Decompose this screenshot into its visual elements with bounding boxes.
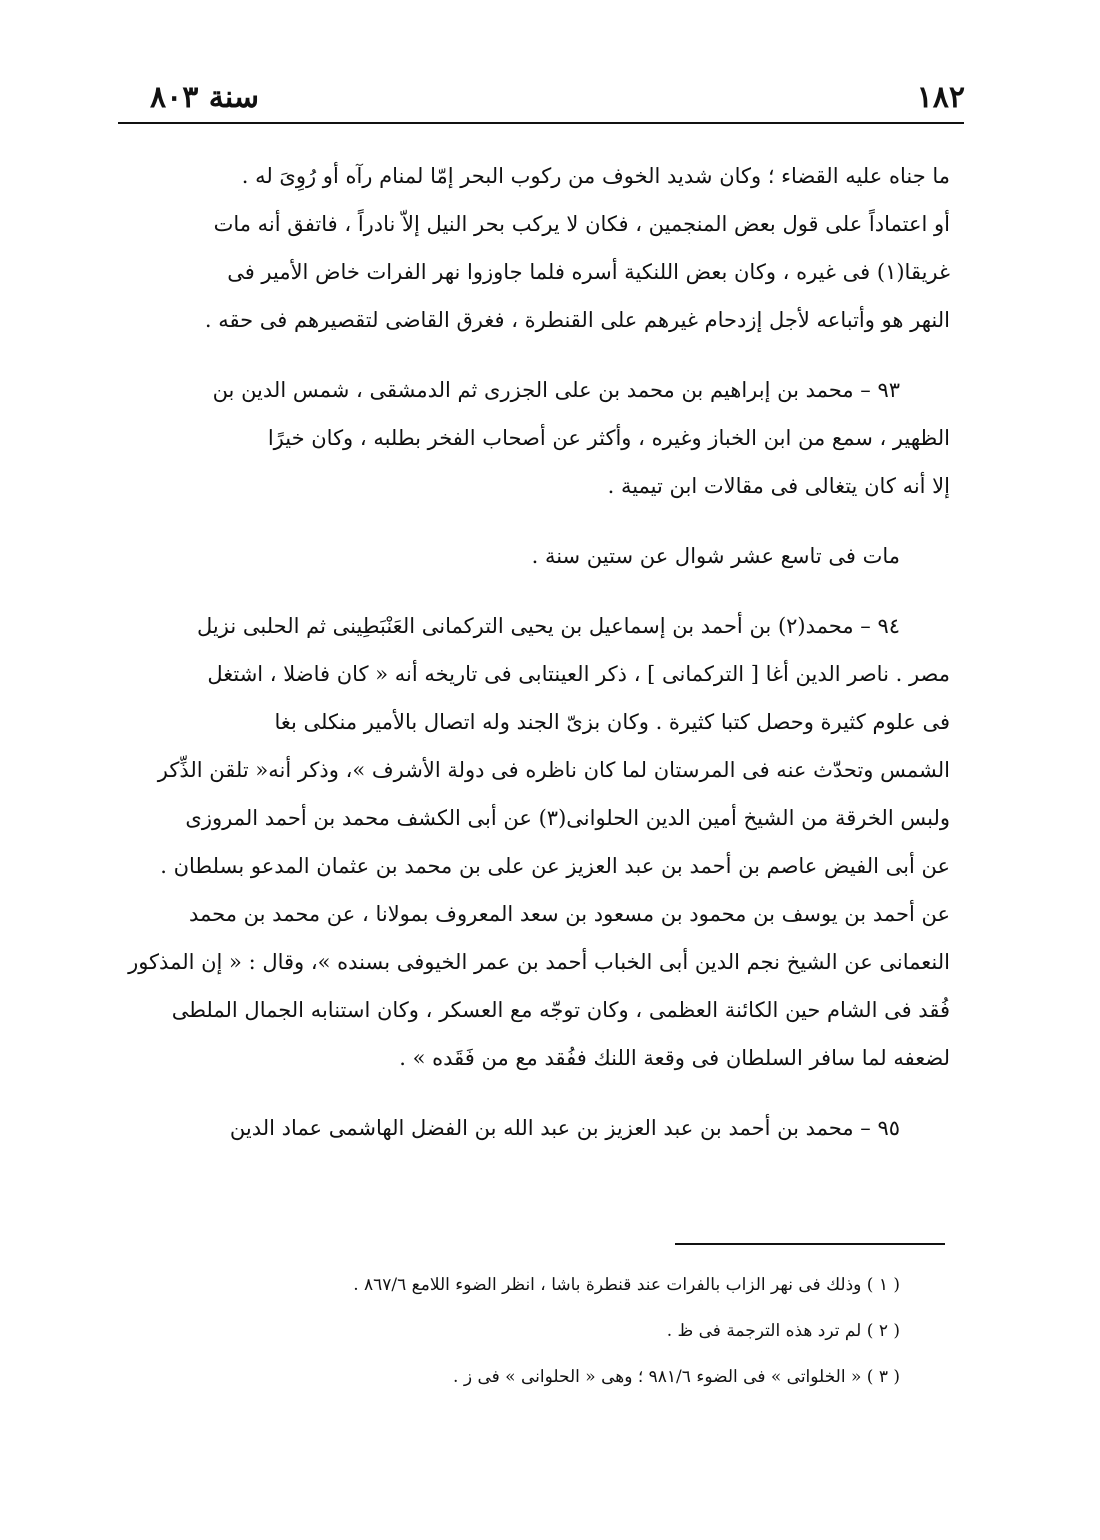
- text-line: أو اعتماداً على قول بعض المنجمين ، فكان لا يركب بحر النيل إلاّ نادراً ، فاتفق أنه مات: [213, 212, 950, 236]
- text-line: الظهير ، سمع من ابن الخباز وغيره ، وأكثر عن أصحاب الفخر بطلبه ، وكان خيرًا: [267, 426, 950, 450]
- footnotes: [353, 1262, 900, 1400]
- text-line: النعمانى عن الشيخ نجم الدين أبى الخباب أحمد بن عمر الخيوفى بسنده »، وقال : « إن المذكور: [128, 950, 950, 974]
- text-line: ولبس الخرقة من الشيخ أمين الدين الحلوانى(٣) عن أبى الكشف محمد بن أحمد المروزى: [185, 806, 950, 830]
- entry-95-heading: ٩٥ – محمد بن أحمد بن عبد العزيز بن عبد الله بن الفضل الهاشمى عماد الدين: [229, 1116, 900, 1140]
- text-line: فى علوم كثيرة وحصل كتبا كثيرة . وكان بزىّ الجند وله اتصال بالأمير منكلى بغا: [274, 710, 950, 734]
- text-line: النهر هو وأتباعه لأجل إزدحام غيرهم على القنطرة ، فغرق القاضى لتقصيرهم فى حقه .: [204, 308, 950, 332]
- header-rule: [118, 122, 964, 124]
- entry-93-heading: ٩٣ – محمد بن إبراهيم بن محمد بن على الجزرى ثم الدمشقى ، شمس الدين بن: [212, 378, 900, 402]
- text-line: مات فى تاسع عشر شوال عن ستين سنة .: [531, 544, 900, 568]
- text-line: فُقد فى الشام حين الكائنة العظمى ، وكان توجّه مع العسكر ، وكان استنابه الجمال الملطى: [171, 998, 950, 1022]
- text-line: لضعفه لما سافر السلطان فى وقعة اللنك ففُقد مع من فَقَده » .: [399, 1046, 950, 1070]
- text-line: مصر . ناصر الدين أغا [ التركمانى ] ، ذكر العينتابى فى تاريخه أنه « كان فاضلا ، اشتغل: [207, 662, 950, 686]
- text-line: ما جناه عليه القضاء ؛ وكان شديد الخوف من ركوب البحر إمّا لمنام رآه أو رُوِىَ له .: [241, 164, 950, 188]
- text-line: غريقا(١) فى غيره ، وكان بعض اللنكية أسره فلما جاوزوا نهر الفرات خاض الأمير فى: [227, 260, 950, 284]
- footnote-rule: [675, 1243, 945, 1245]
- page-header: [120, 80, 965, 120]
- footnote-2: ( ٢ ) لم ترد هذه الترجمة فى ظ .: [666, 1321, 900, 1341]
- footnote-1: ( ١ ) وذلك فى نهر الزاب بالفرات عند قنطرة باشا ، انظر الضوء اللامع ٨٦٧/٦ .: [353, 1275, 900, 1295]
- text-line: عن أبى الفيض عاصم بن أحمد بن عبد العزيز عن على بن محمد بن عثمان المدعو بسلطان .: [160, 854, 950, 878]
- footnote-3: ( ٣ ) « الخلواتى » فى الضوء ٩٨١/٦ ؛ وهى « الحلوانى » فى ز .: [453, 1367, 900, 1387]
- text-line: إلا أنه كان يتغالى فى مقالات ابن تيمية .: [607, 474, 950, 498]
- text-line: الشمس وتحدّث عنه فى المرستان لما كان ناظره فى دولة الأشرف »، وذكر أنه« تلقن الذِّكر: [157, 758, 950, 782]
- page-number: ١٨٢: [916, 80, 965, 115]
- running-title: سنة ٨٠٣: [150, 80, 260, 115]
- entry-94-heading: ٩٤ – محمد(٢) بن أحمد بن إسماعيل بن يحيى التركمانى العَنْبَطِينى ثم الحلبى نزيل: [197, 614, 900, 638]
- main-text: [120, 152, 950, 1152]
- text-line: عن أحمد بن يوسف بن محمود بن مسعود بن سعد المعروف بمولانا ، عن محمد بن محمد: [189, 902, 950, 926]
